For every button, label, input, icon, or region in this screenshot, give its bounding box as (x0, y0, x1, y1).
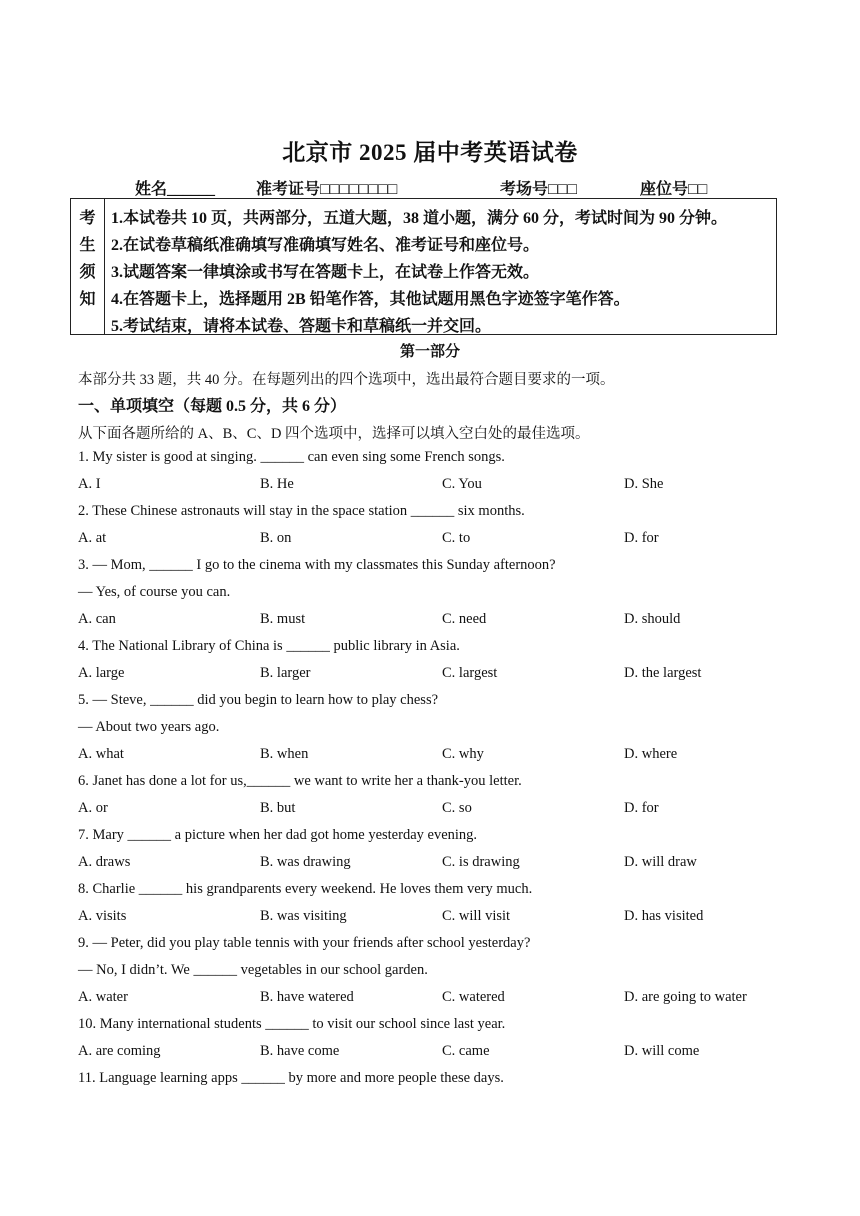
answer-option: B. was drawing (260, 854, 351, 870)
answer-option: C. is drawing (442, 854, 520, 870)
question-stem: 11. Language learning apps ______ by more and more people these days. (78, 1070, 504, 1086)
answer-option: A. are coming (78, 1043, 161, 1059)
notice-item: 1.本试卷共 10 页，共两部分，五道大题，38 道小题，满分 60 分，考试时间为 90 分钟。 (111, 210, 728, 227)
answer-option: D. the largest (624, 665, 702, 681)
answer-option: A. large (78, 665, 125, 681)
question-reply: — About two years ago. (78, 719, 220, 735)
answer-option: A. visits (78, 908, 127, 924)
answer-option: B. larger (260, 665, 311, 681)
notice-label-char: 考 (79, 210, 96, 227)
notice-item: 3.试题答案一律填涂或书写在答题卡上，在试卷上作答无效。 (111, 264, 540, 281)
notice-label-char: 须 (79, 264, 96, 281)
question-stem: 10. Many international students ______ to visit our school since last year. (78, 1016, 506, 1032)
part-title: 第一部分 (399, 344, 460, 360)
candidate-info-row (0, 176, 860, 198)
answer-option: D. for (624, 530, 659, 546)
answer-option: A. can (78, 611, 116, 627)
question-stem: 1. My sister is good at singing. ______ can even sing some French songs. (78, 449, 505, 465)
name-field: 姓名______ (135, 181, 216, 198)
answer-option: A. draws (78, 854, 131, 870)
answer-option: D. should (624, 611, 681, 627)
question-stem: 8. Charlie ______ his grandparents every weekend. He loves them very much. (78, 881, 533, 897)
candidate-notice-box (70, 198, 777, 335)
answer-option: B. must (260, 611, 306, 627)
answer-option: A. I (78, 476, 101, 492)
notice-label-char: 知 (79, 291, 96, 308)
notice-item: 5.考试结束，请将本试卷、答题卡和草稿纸一并交回。 (111, 318, 492, 335)
answer-option: D. She (624, 476, 664, 492)
answer-option: A. what (78, 746, 124, 762)
question-reply: — No, I didn’t. We ______ vegetables in our school garden. (78, 962, 428, 978)
notice-item: 2.在试卷草稿纸准确填写准确填写姓名、准考证号和座位号。 (111, 237, 540, 254)
room-field: 考场号□□□ (500, 181, 577, 198)
question-reply: — Yes, of course you can. (78, 584, 231, 600)
answer-option: B. when (260, 746, 309, 762)
question-stem: 9. — Peter, did you play table tennis with your friends after school yesterday? (78, 935, 531, 951)
notice-item: 4.在答题卡上，选择题用 2B 铅笔作答，其他试题用黑色字迹签字笔作答。 (111, 291, 630, 308)
question-stem: 7. Mary ______ a picture when her dad got home yesterday evening. (78, 827, 478, 843)
notice-label (71, 199, 105, 334)
answer-option: D. has visited (624, 908, 704, 924)
answer-option: D. are going to water (624, 989, 747, 1005)
answer-option: B. have watered (260, 989, 354, 1005)
answer-option: B. but (260, 800, 296, 816)
seat-field: 座位号□□ (640, 181, 708, 198)
answer-option: C. why (442, 746, 484, 762)
answer-option: C. watered (442, 989, 505, 1005)
answer-option: A. at (78, 530, 107, 546)
question-stem: 2. These Chinese astronauts will stay in the space station ______ six months. (78, 503, 525, 519)
answer-option: C. so (442, 800, 472, 816)
answer-option: D. will come (624, 1043, 700, 1059)
answer-option: B. was visiting (260, 908, 347, 924)
notice-label-char: 生 (79, 237, 96, 254)
exam-id-field: 准考证号□□□□□□□□ (256, 181, 398, 198)
section-title: 一、单项填空（每题 0.5 分，共 6 分） (78, 398, 347, 415)
question-stem: 3. — Mom, ______ I go to the cinema with my classmates this Sunday afternoon? (78, 557, 556, 573)
part-intro: 本部分共 33 题，共 40 分。在每题列出的四个选项中，选出最符合题目要求的一项。 (78, 372, 615, 388)
question-stem: 5. — Steve, ______ did you begin to learn how to play chess? (78, 692, 439, 708)
answer-option: A. water (78, 989, 128, 1005)
answer-option: C. largest (442, 665, 498, 681)
answer-option: C. will visit (442, 908, 511, 924)
answer-option: B. He (260, 476, 294, 492)
question-stem: 6. Janet has done a lot for us,______ we want to write her a thank-you letter. (78, 773, 522, 789)
answer-option: C. need (442, 611, 487, 627)
question-stem: 4. The National Library of China is ______ public library in Asia. (78, 638, 460, 654)
answer-option: C. to (442, 530, 471, 546)
answer-option: A. or (78, 800, 108, 816)
answer-option: D. will draw (624, 854, 697, 870)
section-intro: 从下面各题所给的 A、B、C、D 四个选项中，选择可以填入空白处的最佳选项。 (78, 426, 590, 442)
answer-option: C. You (442, 476, 482, 492)
answer-option: B. on (260, 530, 292, 546)
page-title: 北京市 2025 届中考英语试卷 (282, 140, 578, 165)
answer-option: B. have come (260, 1043, 340, 1059)
answer-option: D. for (624, 800, 659, 816)
answer-option: D. where (624, 746, 678, 762)
answer-option: C. came (442, 1043, 490, 1059)
